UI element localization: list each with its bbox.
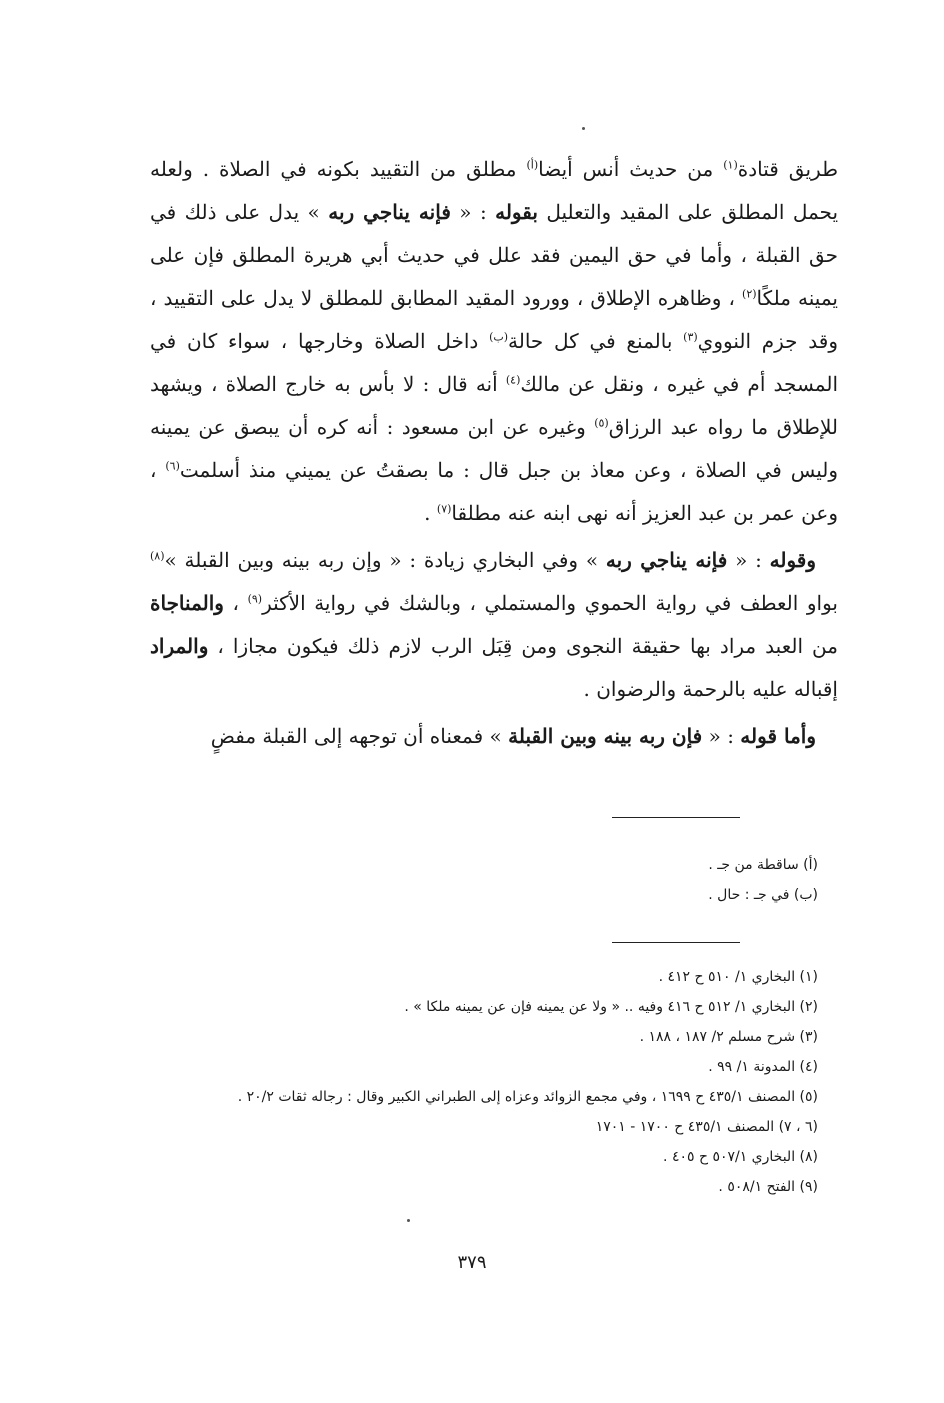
bold-term: والمناجاة: [150, 591, 224, 615]
footnote-marker: (٣): [683, 330, 698, 344]
text-run: ، وعن عمر بن عبد العزيز أنه نهى ابنه عنه مطلقا: [150, 458, 838, 525]
reference-note: (١) البخاري ١/ ٥١٠ ح ٤١٢ .: [658, 969, 818, 985]
text-run: : «: [450, 200, 496, 224]
text-run: : «: [702, 724, 741, 748]
reference-note: (٨) البخاري ٥٠٧/١ ح ٤٠٥ .: [663, 1149, 818, 1165]
footnote-marker: (٩): [247, 592, 263, 606]
text-run: » يدل على ذلك في حق القبلة ، وأما في حق اليمين فقد علل في حديث أبي هريرة المطلق فإن على يمينه ملكًا: [150, 200, 838, 310]
footnote-marker: (٦): [165, 459, 180, 473]
reference-note: (٦ ، ٧) المصنف ٤٣٥/١ ح ١٧٠٠ - ١٧٠١: [595, 1119, 818, 1135]
reference-note: (٩) الفتح ٥٠٨/١ .: [718, 1179, 818, 1195]
variant-notes: [708, 850, 818, 910]
footnote-divider: [612, 817, 740, 818]
reference-note: (٣) شرح مسلم ٢/ ١٨٧ ، ١٨٨ .: [639, 1029, 818, 1045]
variant-marker: (أ): [526, 158, 539, 172]
variant-note: (ب) في جـ : حال .: [708, 887, 818, 903]
bold-term: والمراد: [150, 634, 209, 658]
text-run: ،: [223, 591, 248, 615]
text-run: مطلق من التقييد بكونه في الصلاة . ولعله يحمل المطلق على المقيد والتعليل: [150, 157, 839, 224]
text-run: ، وظاهره الإطلاق ، وورود المقيد المطابق للمطلق لا يدل على التقييد ، وقد جزم النووي: [150, 286, 838, 353]
footnote-marker: (٨): [150, 549, 165, 563]
ink-speck: [582, 127, 585, 130]
bold-quote: فإنه يناجي ربه: [328, 200, 451, 224]
text-run: : «: [727, 548, 770, 572]
footnote-divider: [612, 942, 740, 943]
reference-note: (٤) المدونة ١/ ٩٩ .: [708, 1059, 818, 1075]
text-run: أنه قال : لا بأس به خارج الصلاة ، ويشهد للإطلاق ما رواه عبد الرزاق: [150, 372, 838, 439]
reference-note: (٥) المصنف ٤٣٥/١ ح ١٦٩٩ ، وفي مجمع الزوائد وعزاه إلى الطبراني الكبير وقال : رجاله ثقات ٢٠/٢ .: [237, 1089, 818, 1105]
footnote-marker: (١): [723, 158, 738, 172]
text-run: وغيره عن ابن مسعود : أنه كره أن يبصق عن يمينه وليس في الصلاة ، وعن معاذ بن جبل قال : ما بصقتُ عن يميني منذ أسلمت: [150, 415, 839, 482]
variant-note: (أ) ساقطة من جـ .: [708, 857, 818, 873]
footnote-marker: (٤): [505, 373, 521, 387]
text-run: .: [424, 501, 437, 525]
footnote-marker: (٥): [594, 416, 609, 430]
text-run: بالمنع في كل حالة: [508, 329, 684, 353]
text-run: بواو العطف في رواية الحموي والمستملي ، وبالشك في رواية الأكثر: [262, 591, 839, 615]
page-number: ٣٧٩: [457, 1252, 487, 1273]
text-run: » فمعناه أن توجهه إلى القبلة مفضٍ: [210, 724, 509, 748]
text-run: » وفي البخاري زيادة : « وإن ربه بينه وبين القبلة »: [164, 548, 606, 572]
main-text: [150, 148, 838, 758]
text-run: من حديث أنس أيضا: [538, 157, 724, 181]
reference-notes: [238, 962, 818, 1202]
bold-term: بقوله: [495, 200, 538, 224]
footnote-marker: (٧): [436, 502, 452, 516]
text-run: من العبد مراد بها حقيقة النجوى ومن قِبَل الرب لازم ذلك فيكون مجازا ،: [208, 634, 838, 658]
paragraph-1: [150, 148, 838, 535]
bold-quote: فإنه يناجي ربه: [605, 548, 728, 572]
variant-marker: (ب): [489, 330, 509, 344]
bold-quote: فإن ربه بينه وبين القبلة: [508, 724, 703, 748]
text-run: إقباله عليه بالرحمة والرضوان .: [583, 677, 838, 701]
text-run: طريق قتادة: [737, 157, 838, 181]
reference-note: (٢) البخاري ١/ ٥١٢ ح ٤١٦ وفيه .. « ولا عن يمينه فإن عن يمينه ملكا » .: [404, 999, 818, 1015]
bold-term: وأما قوله: [740, 724, 816, 748]
ink-speck: [407, 1219, 410, 1222]
footnote-marker: (٢): [742, 287, 757, 301]
bold-term: وقوله: [769, 548, 817, 572]
paragraph-2: [150, 539, 838, 711]
text-run: داخل الصلاة وخارجها ، سواء كان في المسجد أم في غيره ، ونقل عن مالك: [150, 329, 838, 396]
paragraph-3: [150, 715, 838, 758]
